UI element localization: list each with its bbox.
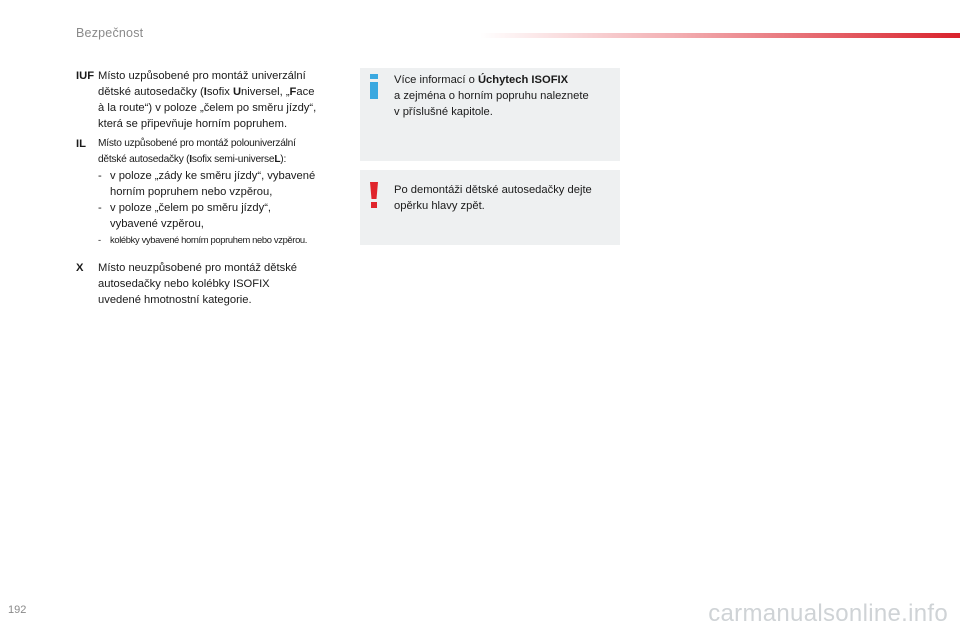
warning-icon — [368, 182, 380, 208]
text-line: Po demontáži dětské autosedačky dejte — [394, 184, 592, 196]
info-text — [394, 72, 614, 120]
text-line: uvedené hmotnostní kategorie. — [98, 294, 252, 306]
text-line: a zejména o horním popruhu naleznete — [394, 90, 589, 102]
header-accent-bar — [480, 33, 960, 38]
text-line: Více informací o Úchytech ISOFIX — [394, 74, 569, 86]
list-item: - v poloze „zády ke směru jízdy“, vybavené horním popruhem nebo vzpěrou, — [98, 170, 316, 198]
text-line: opěrku hlavy zpět. — [394, 200, 485, 212]
header-title: Bezpečnost — [76, 26, 144, 40]
text-line: v příslušné kapitole. — [394, 106, 493, 118]
list-item: - v poloze „čelem po směru jízdy“, vybavené vzpěrou, — [98, 202, 272, 230]
text-line: která se připevňuje horním popruhem. — [98, 118, 288, 130]
entry-x — [76, 260, 346, 308]
text-line: autosedačky nebo kolébky ISOFIX — [98, 278, 270, 290]
watermark: carmanualsonline.info — [708, 600, 948, 627]
info-icon — [368, 74, 380, 100]
text-line: Místo neuzpůsobené pro montáž dětské — [98, 262, 298, 274]
text-line: dětské autosedačky (Isofix Universel, „Face — [98, 86, 315, 98]
entry-code: IUF — [76, 70, 95, 82]
entry-iuf — [76, 68, 346, 132]
entry-text — [98, 260, 346, 308]
info-box — [360, 68, 620, 161]
text-line: Místo uzpůsobené pro montáž polouniverzální — [98, 138, 296, 149]
warning-box — [360, 170, 620, 245]
text-line: dětské autosedačky (Isofix semi-universeL): — [98, 154, 287, 165]
isofix-legend — [76, 68, 346, 308]
entry-text — [98, 68, 346, 132]
warning-text — [394, 182, 614, 214]
entry-code: IL — [76, 138, 86, 150]
page-number: 192 — [8, 604, 27, 616]
text-line: à la route“) v poloze „čelem po směru jízdy“, — [98, 102, 317, 114]
text-line: Místo uzpůsobené pro montáž univerzální — [98, 70, 306, 82]
entry-text — [98, 136, 346, 248]
entry-code: X — [76, 262, 84, 274]
list-item: - kolébky vybavené horním popruhem nebo vzpěrou. — [98, 234, 308, 245]
entry-il — [76, 136, 346, 248]
